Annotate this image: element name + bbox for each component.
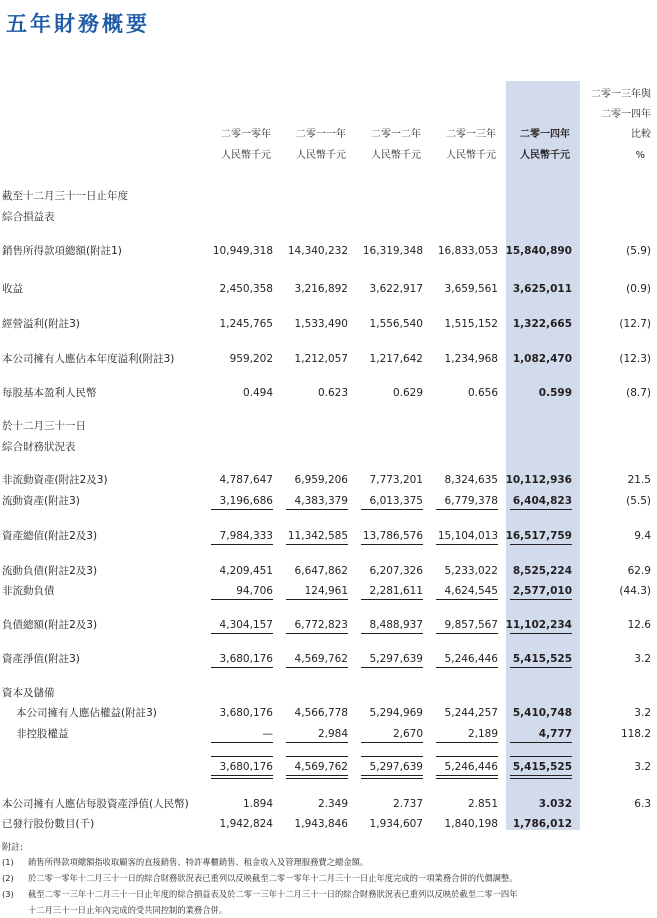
row-label: 流動負債(附註2及3) <box>2 565 98 577</box>
column-underline <box>286 667 348 668</box>
column-underline <box>436 775 498 776</box>
value-cell: 0.629 <box>392 387 423 399</box>
column-underline <box>211 599 273 600</box>
value-cell: 1,840,198 <box>444 818 498 830</box>
value-2014: 11,102,234 <box>505 619 572 631</box>
column-underline <box>361 599 423 600</box>
column-underline <box>211 633 273 634</box>
value-cell: 94,706 <box>236 585 273 597</box>
value-2014: 15,840,890 <box>505 245 572 257</box>
column-year-header: 二零一三年 <box>446 129 496 140</box>
value-cell: 1,934,607 <box>369 818 423 830</box>
value-cell: 6,647,862 <box>294 565 348 577</box>
value-cell: 15,104,013 <box>437 530 498 542</box>
value-cell: 4,787,647 <box>219 474 273 486</box>
row-label: 本公司擁有人應佔本年度溢利(附註3) <box>2 353 175 365</box>
value-cell: 10,949,318 <box>212 245 273 257</box>
value-cell: 4,383,379 <box>294 495 348 507</box>
value-cell: 0.623 <box>317 387 348 399</box>
value-cell: 8,488,937 <box>369 619 423 631</box>
change-percent: 12.6 <box>627 619 651 631</box>
notes-heading: 附註: <box>2 843 24 853</box>
value-cell: 4,569,762 <box>294 761 348 773</box>
value-cell: 1,533,490 <box>294 318 348 330</box>
value-cell: 2,450,358 <box>219 283 273 295</box>
value-cell: 4,624,545 <box>444 585 498 597</box>
section-heading: 於十二月三十一日 <box>2 420 86 432</box>
value-cell: 5,244,257 <box>444 707 498 719</box>
value-cell: 5,246,446 <box>444 761 498 773</box>
change-percent: 9.4 <box>634 530 651 542</box>
comparison-header-line4: % <box>635 150 645 161</box>
value-cell: 1,217,642 <box>369 353 423 365</box>
column-underline <box>361 509 423 510</box>
value-cell: 6,207,326 <box>369 565 423 577</box>
value-cell: 1,515,152 <box>444 318 498 330</box>
value-cell: 5,297,639 <box>369 761 423 773</box>
row-label: 經營溢利(附註3) <box>2 318 80 330</box>
row-label: 非流動負債 <box>2 585 55 597</box>
value-cell: 8,324,635 <box>444 474 498 486</box>
column-underline <box>361 544 423 545</box>
row-label: 資產淨值(附註3) <box>2 653 80 665</box>
value-cell: 5,297,639 <box>369 653 423 665</box>
value-2014: 5,415,525 <box>512 653 572 665</box>
value-2014: 8,525,224 <box>512 565 572 577</box>
value-cell: 2,189 <box>467 728 498 740</box>
section-heading: 截至十二月三十一日止年度 <box>2 190 128 202</box>
section-heading: 綜合財務狀況表 <box>2 441 76 453</box>
column-unit-header: 人民幣千元 <box>221 150 271 161</box>
row-label: 本公司擁有人應佔權益(附註3) <box>16 707 157 719</box>
value-cell: 3,680,176 <box>219 761 273 773</box>
column-underline <box>211 667 273 668</box>
value-cell: 16,319,348 <box>362 245 423 257</box>
value-2014: 3,625,011 <box>512 283 572 295</box>
column-underline <box>510 509 572 510</box>
change-percent: (12.7) <box>619 318 651 330</box>
column-overline <box>211 756 273 757</box>
row-label: 資產總值(附註2及3) <box>2 530 98 542</box>
value-2014: 5,410,748 <box>512 707 572 719</box>
column-year-header: 二零一二年 <box>371 129 421 140</box>
change-percent: 21.5 <box>627 474 651 486</box>
change-percent: 3.2 <box>634 707 651 719</box>
value-cell: 7,773,201 <box>369 474 423 486</box>
value-cell: 2.349 <box>317 798 348 810</box>
column-unit-header: 人民幣千元 <box>371 150 421 161</box>
value-cell: 2,670 <box>392 728 423 740</box>
value-cell: 6,779,378 <box>444 495 498 507</box>
column-underline <box>436 633 498 634</box>
value-cell: 1,212,057 <box>294 353 348 365</box>
column-underline <box>286 544 348 545</box>
value-2014: 4,777 <box>538 728 572 740</box>
column-unit-header: 人民幣千元 <box>296 150 346 161</box>
change-percent: (5.9) <box>626 245 651 257</box>
value-cell: 13,786,576 <box>362 530 423 542</box>
value-cell: 7,984,333 <box>219 530 273 542</box>
footnote-marker: (2) <box>2 873 14 883</box>
page-title: 五年財務概要 <box>6 12 150 36</box>
value-2014: 1,082,470 <box>512 353 572 365</box>
value-cell: 2,281,611 <box>369 585 423 597</box>
column-underline <box>211 742 273 743</box>
row-label: 每股基本盈利人民幣 <box>2 387 97 399</box>
value-cell: 11,342,585 <box>287 530 348 542</box>
value-2014: 5,415,525 <box>512 761 572 773</box>
value-cell: 1,556,540 <box>369 318 423 330</box>
value-cell: 1,245,765 <box>219 318 273 330</box>
column-underline <box>510 667 572 668</box>
column-underline <box>211 775 273 776</box>
value-cell: 0.656 <box>467 387 498 399</box>
column-double-underline <box>436 778 498 779</box>
column-underline <box>510 775 572 776</box>
footnote-item <box>2 905 652 917</box>
value-cell: 6,959,206 <box>294 474 348 486</box>
column-underline <box>361 633 423 634</box>
column-unit-header: 人民幣千元 <box>446 150 496 161</box>
value-cell: 0.494 <box>242 387 273 399</box>
column-overline <box>436 756 498 757</box>
column-overline <box>286 756 348 757</box>
change-percent: 3.2 <box>634 761 651 773</box>
value-2014: 10,112,936 <box>505 474 572 486</box>
footnote-text: 截至二零一三年十二月三十一日止年度的綜合損益表及於二零一三年十二月三十一日的綜合財務狀況表已重列以反映於截至二零一四年 <box>28 889 518 899</box>
row-label: 本公司擁有人應佔每股資產淨值(人民幣) <box>2 798 189 810</box>
value-cell: 5,233,022 <box>444 565 498 577</box>
row-label: 已發行股份數目(千) <box>2 818 95 830</box>
column-underline <box>510 742 572 743</box>
value-cell: 6,772,823 <box>294 619 348 631</box>
row-label: 負債總額(附註2及3) <box>2 619 98 631</box>
column-underline <box>361 667 423 668</box>
change-percent: (8.7) <box>626 387 651 399</box>
footnote-text: 十二月三十一日止年內完成的受共同控制的業務合併。 <box>28 905 228 915</box>
value-cell: — <box>262 728 273 740</box>
row-label: 銷售所得款項總額(附註1) <box>2 245 122 257</box>
value-cell: 16,833,053 <box>437 245 498 257</box>
column-underline <box>361 775 423 776</box>
column-underline <box>436 544 498 545</box>
column-underline <box>510 544 572 545</box>
column-underline <box>211 544 273 545</box>
value-cell: 4,304,157 <box>219 619 273 631</box>
column-underline <box>510 599 572 600</box>
value-2014: 6,404,823 <box>512 495 572 507</box>
value-cell: 4,569,762 <box>294 653 348 665</box>
comparison-header-line2: 二零一四年 <box>601 109 651 120</box>
column-underline <box>436 667 498 668</box>
footnote-marker: (3) <box>2 889 14 899</box>
column-underline <box>286 742 348 743</box>
value-cell: 124,961 <box>304 585 348 597</box>
column-double-underline <box>361 778 423 779</box>
value-2014: 1,786,012 <box>512 818 572 830</box>
column-unit-header: 人民幣千元 <box>520 150 570 161</box>
column-underline <box>361 742 423 743</box>
column-underline <box>286 633 348 634</box>
column-underline <box>436 599 498 600</box>
footnote-item <box>2 873 652 885</box>
value-cell: 3,622,917 <box>369 283 423 295</box>
change-percent: (5.5) <box>626 495 651 507</box>
value-cell: 3,680,176 <box>219 653 273 665</box>
section-heading: 綜合損益表 <box>2 211 55 223</box>
value-cell: 9,857,567 <box>444 619 498 631</box>
column-year-header: 二零一四年 <box>520 129 570 140</box>
footnote-marker: (1) <box>2 857 14 867</box>
column-underline <box>286 599 348 600</box>
value-2014: 16,517,759 <box>505 530 572 542</box>
value-cell: 3,216,892 <box>294 283 348 295</box>
value-cell: 4,209,451 <box>219 565 273 577</box>
column-underline <box>286 775 348 776</box>
value-cell: 3,196,686 <box>219 495 273 507</box>
row-label: 收益 <box>2 283 23 295</box>
column-double-underline <box>510 778 572 779</box>
column-double-underline <box>286 778 348 779</box>
column-overline <box>510 756 572 757</box>
value-cell: 959,202 <box>229 353 273 365</box>
value-cell: 3,680,176 <box>219 707 273 719</box>
column-double-underline <box>211 778 273 779</box>
column-underline <box>510 633 572 634</box>
column-year-header: 二零一一年 <box>296 129 346 140</box>
value-cell: 5,246,446 <box>444 653 498 665</box>
comparison-header-line1: 二零一三年與 <box>591 89 651 100</box>
change-percent: 3.2 <box>634 653 651 665</box>
change-percent: (0.9) <box>626 283 651 295</box>
footnote-text: 於二零一零年十二月三十一日的綜合財務狀況表已重列以反映截至二零一零年十二月三十一日止年度完成的一項業務合併的代價調整。 <box>28 873 518 883</box>
value-cell: 2.737 <box>392 798 423 810</box>
value-cell: 3,659,561 <box>444 283 498 295</box>
change-percent: (12.3) <box>619 353 651 365</box>
section-heading: 資本及儲備 <box>2 687 55 699</box>
value-cell: 5,294,969 <box>369 707 423 719</box>
comparison-header-line3: 比較 <box>631 129 651 140</box>
column-year-header: 二零一零年 <box>221 129 271 140</box>
column-overline <box>361 756 423 757</box>
change-percent: 62.9 <box>627 565 651 577</box>
row-label: 非控股權益 <box>16 728 69 740</box>
value-cell: 1,943,846 <box>294 818 348 830</box>
value-cell: 1.894 <box>242 798 273 810</box>
value-cell: 4,566,778 <box>294 707 348 719</box>
footnote-item <box>2 857 652 869</box>
value-2014: 0.599 <box>538 387 572 399</box>
row-label: 流動資產(附註3) <box>2 495 80 507</box>
footnote-item <box>2 889 652 901</box>
value-cell: 1,234,968 <box>444 353 498 365</box>
value-cell: 2.851 <box>467 798 498 810</box>
column-underline <box>286 509 348 510</box>
change-percent: 118.2 <box>620 728 651 740</box>
value-2014: 1,322,665 <box>512 318 572 330</box>
column-underline <box>436 742 498 743</box>
value-cell: 1,942,824 <box>219 818 273 830</box>
value-2014: 3.032 <box>538 798 572 810</box>
value-cell: 6,013,375 <box>369 495 423 507</box>
change-percent: (44.3) <box>619 585 651 597</box>
value-2014: 2,577,010 <box>512 585 572 597</box>
footnote-text: 銷售所得款項總額指收取顧客的直接銷售、特許專櫃銷售、租金收入及管理服務費之總金額。 <box>28 857 369 867</box>
column-underline <box>436 509 498 510</box>
row-label: 非流動資產(附註2及3) <box>2 474 108 486</box>
value-cell: 2,984 <box>317 728 348 740</box>
change-percent: 6.3 <box>634 798 651 810</box>
value-cell: 14,340,232 <box>287 245 348 257</box>
column-underline <box>211 509 273 510</box>
